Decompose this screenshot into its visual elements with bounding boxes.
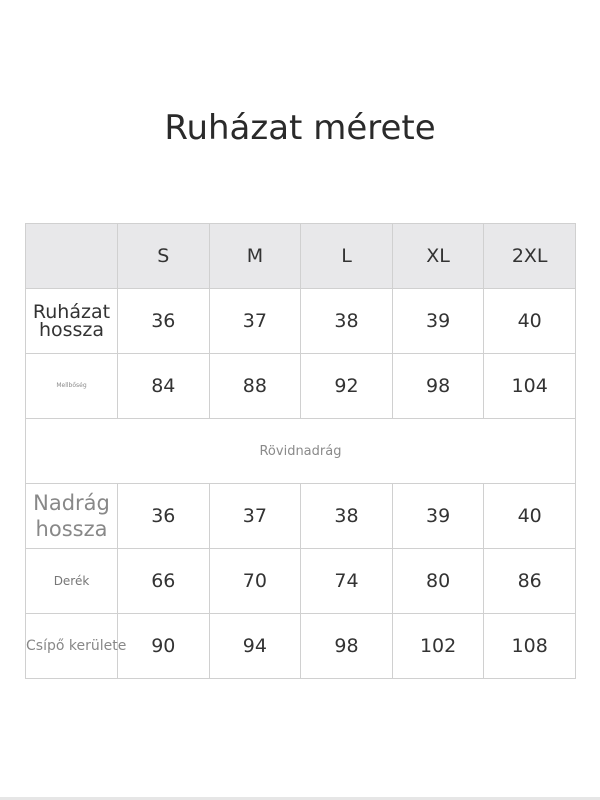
row-label: Csípő kerülete — [26, 614, 118, 679]
size-chart-table — [25, 223, 576, 679]
value-cell: 104 — [484, 354, 576, 419]
value-cell: 39 — [392, 484, 484, 549]
size-header-cell: S — [118, 224, 210, 289]
table-row — [26, 289, 576, 354]
value-cell: 38 — [301, 289, 393, 354]
table-row — [26, 354, 576, 419]
value-cell: 36 — [118, 484, 210, 549]
value-cell: 98 — [392, 354, 484, 419]
value-cell: 40 — [484, 289, 576, 354]
row-label: Ruházat hossza — [26, 289, 118, 354]
value-cell: 36 — [118, 289, 210, 354]
value-cell: 38 — [301, 484, 393, 549]
value-cell: 102 — [392, 614, 484, 679]
value-cell: 40 — [484, 484, 576, 549]
value-cell: 98 — [301, 614, 393, 679]
page-title: Ruházat mérete — [164, 108, 436, 148]
value-cell: 90 — [118, 614, 210, 679]
header-corner-cell — [26, 224, 118, 289]
value-cell: 108 — [484, 614, 576, 679]
value-cell: 94 — [209, 614, 301, 679]
value-cell: 37 — [209, 289, 301, 354]
size-header-cell: L — [301, 224, 393, 289]
value-cell: 70 — [209, 549, 301, 614]
size-header-cell: XL — [392, 224, 484, 289]
value-cell: 86 — [484, 549, 576, 614]
row-label: Derék — [26, 549, 118, 614]
section-label: Rövidnadrág — [26, 419, 576, 484]
table-row — [26, 549, 576, 614]
size-header-cell: 2XL — [484, 224, 576, 289]
section-row — [26, 419, 576, 484]
value-cell: 84 — [118, 354, 210, 419]
value-cell: 80 — [392, 549, 484, 614]
value-cell: 88 — [209, 354, 301, 419]
row-label: Nadrág hossza — [26, 484, 118, 549]
value-cell: 37 — [209, 484, 301, 549]
size-header-cell: M — [209, 224, 301, 289]
size-header-row — [26, 224, 576, 289]
value-cell: 39 — [392, 289, 484, 354]
table-row — [26, 614, 576, 679]
row-label: Mellbőség — [26, 354, 118, 419]
value-cell: 92 — [301, 354, 393, 419]
value-cell: 74 — [301, 549, 393, 614]
value-cell: 66 — [118, 549, 210, 614]
table-row — [26, 484, 576, 549]
